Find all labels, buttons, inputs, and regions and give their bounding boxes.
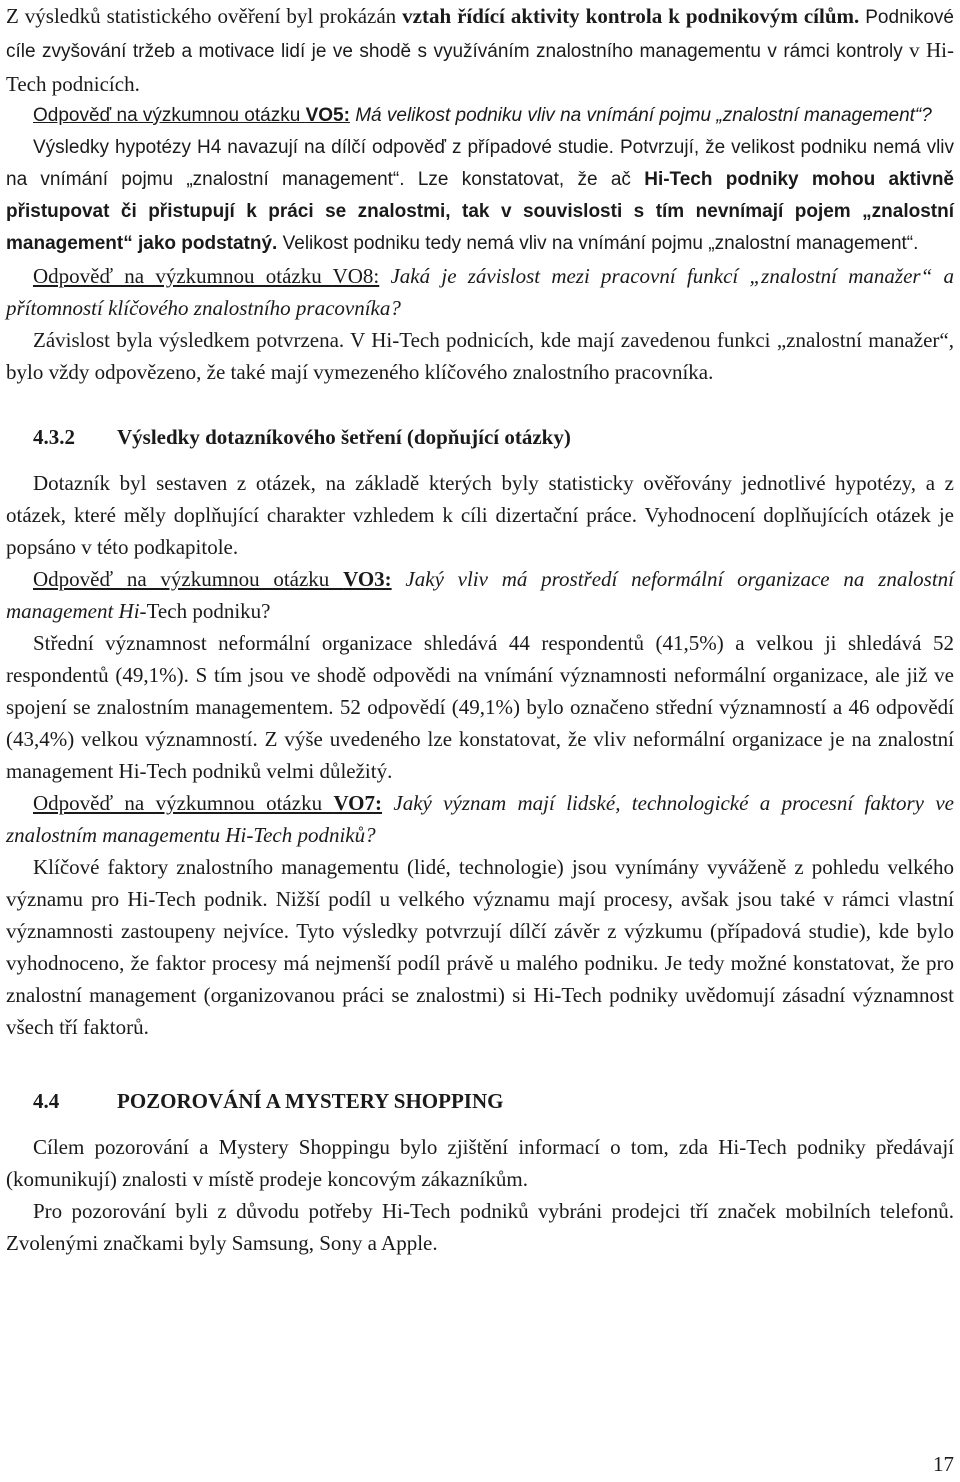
question-text-tail: Tech podniku? xyxy=(146,599,271,623)
section-number: 4.4 xyxy=(33,1089,60,1113)
research-question-vo5 xyxy=(6,100,954,132)
bold-text-run: vztah řídící aktivity kontrola k podnikovým cílům. xyxy=(402,4,860,28)
paragraph-questionnaire-intro: Dotazník byl sestaven z otázek, na základě kterých byly statisticky ověřovány jednotlivé hypotézy, a z otázek, které měly doplňující charakter vzhledem k cíli dizertační práce. Vyhodnocení doplňujících otázek je popsáno v této podkapitole. xyxy=(6,471,954,559)
section-heading-4-4 xyxy=(6,1085,954,1117)
spacer xyxy=(6,453,954,467)
section-number: 4.3.2 xyxy=(33,425,75,449)
paragraph-observation-goal: Cílem pozorování a Mystery Shoppingu bylo zjištění informací o tom, zda Hi-Tech podniky předávají (komunikují) znalosti v místě prodeje koncovým zákazníkům. xyxy=(6,1135,954,1191)
spacer xyxy=(6,1117,954,1131)
bold-text-run: Hi-Tech podniky mohou aktivně přistupovat či přistupují k práci se znalostmi, tak v souvislosti s tím nevnímají pojem „znalostní management“ jako podstatný. xyxy=(6,169,954,254)
text-run: v Hi-Tech podnicích. xyxy=(6,38,954,96)
section-title: POZOROVÁNÍ A MYSTERY SHOPPING xyxy=(117,1089,504,1113)
section-title: Výsledky dotazníkového šetření (dopňující otázky) xyxy=(117,425,571,449)
answer-label: Odpověď na výzkumnou otázku xyxy=(33,567,344,591)
paragraph-h4-results xyxy=(6,132,954,260)
sans-text-run: Podnikové cíle zvyšování tržeb a motivace lidí je ve shodě s využíváním znalostního managementu v rámci kontroly xyxy=(6,7,954,62)
paragraph-manager-dependency: Závislost byla výsledkem potvrzena. V Hi-Tech podnicích, kde mají zavedenou funkci „znalostní manažer“, bylo vždy odpovězeno, že také mají vymezeného klíčového znalostního pracovníka. xyxy=(6,328,954,384)
question-text: Má velikost podniku vliv na vnímání pojmu „znalostní management“? xyxy=(349,105,932,126)
question-code: VO5: xyxy=(305,105,350,126)
text-run: Z výsledků statistického ověření byl prokázán xyxy=(6,4,403,28)
sans-text-run: Potvrzují, že velikost podniku nemá vliv na vnímání pojmu „znalostní management“. xyxy=(6,137,955,190)
paragraph-informal-organization: Střední významnost neformální organizace shledává 44 respondentů (41,5%) a velkou ji shledává 52 respondentů (49,1%). S tím jsou ve shodě odpovědi na vnímání významnosti neformální organizace, ale již ve spojení se znalostním managementem. 52 odpovědí (49,1%) bylo označeno střední významností a 46 odpovědí (43,4%) velkou významností. Z výše uvedeného lze konstatovat, že vliv neformální organizace je na znalostní management Hi-Tech podniků velmi důležitý. xyxy=(6,631,954,783)
answer-label: Odpověď na výzkumnou otázku xyxy=(33,791,334,815)
question-text: Jaký vliv má prostředí neformální organizace na znalostní management Hi- xyxy=(6,567,954,623)
document-page xyxy=(6,0,954,1259)
question-text: Jaký význam mají lidské, technologické a procesní faktory ve znalostním managementu Hi-Tech podniků? xyxy=(6,791,954,847)
question-code: VO8: xyxy=(332,264,380,288)
paragraph-key-factors: Klíčové faktory znalostního managementu (lidé, technologie) jsou vynímány vyváženě z pohledu velkého významu pro Hi-Tech podnik. Nižší podíl u velkého významu mají procesy, avšak jsou také v rámci vlastní významnosti zastoupeny nejvíce. Tyto výsledky potvrzují dílčí závěr z výzkumu (případová studie), kde bylo vyhodnoceno, že faktor procesy má nejmenší podíl právě u malého podniku. Je tedy možné konstatovat, že pro znalostní management (organizovanou práci se znalostmi) si Hi-Tech podniky uvědomují zásadní významnost všech tří faktorů. xyxy=(6,855,954,1039)
question-code: VO7: xyxy=(333,791,383,815)
question-text: Jaká je závislost mezi pracovní funkcí „znalostní manažer“ a přítomností klíčového znalostního pracovníka? xyxy=(6,264,954,320)
sans-text-run: Výsledky hypotézy H4 navazují na dílčí odpověď z případové studie. xyxy=(33,137,614,158)
research-question-vo7 xyxy=(6,787,954,851)
sans-text-run: Velikost podniku tedy nemá vliv na vnímání pojmu „znalostní management“. xyxy=(277,233,919,254)
answer-label: Odpověď na výzkumnou otázku xyxy=(33,264,333,288)
answer-label: Odpověď na výzkumnou otázku xyxy=(33,105,306,126)
spacer xyxy=(6,388,954,421)
page-number: 17 xyxy=(933,1452,954,1476)
paragraph-relationship-result xyxy=(6,0,954,100)
paragraph-observation-brands: Pro pozorování byli z důvodu potřeby Hi-Tech podniků vybráni prodejci tří značek mobilních telefonů. Zvolenými značkami byly Samsung, Sony a Apple. xyxy=(6,1199,954,1255)
research-question-vo3 xyxy=(6,563,954,627)
sans-text-run: Lze konstatovat, že ač xyxy=(404,169,645,190)
section-heading-4-3-2 xyxy=(6,421,954,453)
spacer xyxy=(6,1043,954,1085)
research-question-vo8 xyxy=(6,260,954,324)
question-code: VO3: xyxy=(343,567,392,591)
